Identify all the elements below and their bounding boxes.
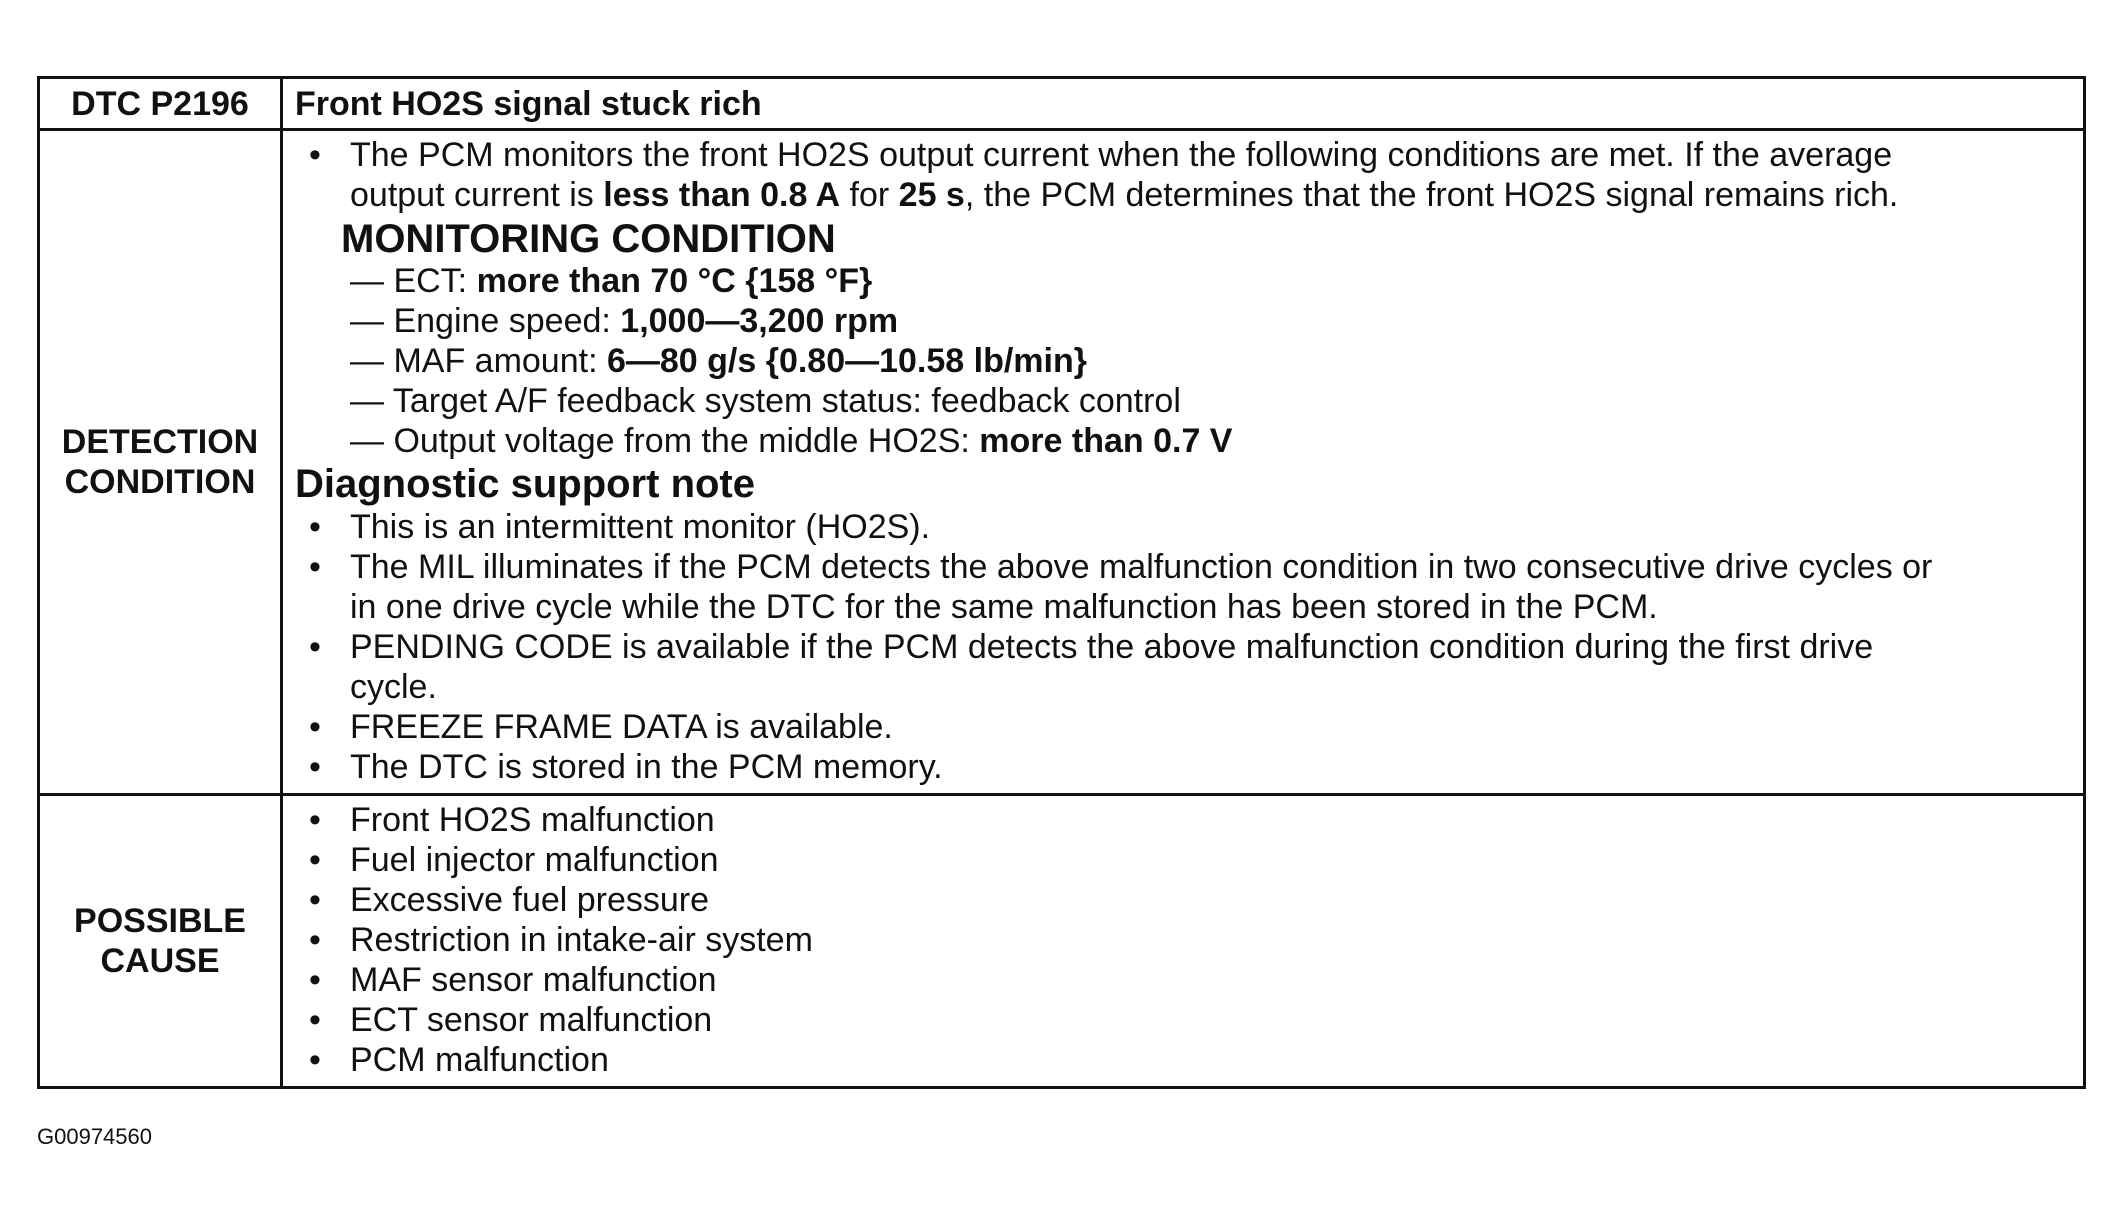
possible-cause-content	[282, 795, 2085, 1088]
time-threshold: 25 s	[898, 176, 965, 214]
condition-label: — ECT:	[350, 262, 477, 300]
support-note-line1: • The DTC is stored in the PCM memory.	[350, 748, 943, 786]
detection-condition-row	[39, 130, 2085, 795]
support-note-line2: in one drive cycle while the DTC for the same malfunction has been stored in the PCM.	[350, 588, 1658, 626]
condition-label: — Target A/F feedback system status: feedback control	[350, 382, 1181, 420]
condition-label: — Engine speed:	[350, 302, 621, 340]
condition-engine-speed	[295, 301, 2071, 341]
dtc-code: DTC P2196	[39, 78, 282, 130]
cause-label-line1: POSSIBLE	[74, 902, 246, 940]
intro-text: , the PCM determines that the front HO2S signal remains rich.	[964, 176, 1899, 214]
dtc-table	[37, 76, 2086, 1089]
cause-item: • Restriction in intake-air system	[295, 920, 2071, 960]
figure-id: G00974560	[37, 1124, 152, 1149]
condition-output-voltage	[295, 421, 2071, 461]
cause-item: • Front HO2S malfunction	[295, 800, 2071, 840]
support-note-line1: • PENDING CODE is available if the PCM detects the above malfunction condition during the first drive	[350, 628, 1874, 666]
cause-item: • Fuel injector malfunction	[295, 840, 2071, 880]
possible-cause-row	[39, 795, 2085, 1088]
support-note-line1: • FREEZE FRAME DATA is available.	[350, 708, 893, 746]
detection-condition-content	[282, 130, 2085, 795]
detection-label-line2: CONDITION	[64, 463, 256, 501]
cause-item: • PCM malfunction	[295, 1040, 2071, 1080]
condition-label: — Output voltage from the middle HO2S:	[350, 422, 980, 460]
intro-text: output current is	[350, 176, 604, 214]
table-header-row	[39, 78, 2085, 130]
detection-condition-label	[39, 130, 282, 795]
condition-target-af	[295, 381, 2071, 421]
possible-cause-label	[39, 795, 282, 1088]
condition-value: more than 0.7 V	[979, 422, 1233, 460]
support-note-item	[295, 507, 2071, 547]
support-note-item	[295, 547, 2071, 627]
cause-item: • MAF sensor malfunction	[295, 960, 2071, 1000]
condition-maf-amount	[295, 341, 2071, 381]
condition-label: — MAF amount:	[350, 342, 607, 380]
support-note-line1: • This is an intermittent monitor (HO2S).	[350, 508, 931, 546]
current-threshold: less than 0.8 A	[603, 176, 841, 214]
detection-intro-line1: • The PCM monitors the front HO2S output current when the following conditions are met. If the average	[350, 136, 1893, 174]
dtc-title: Front HO2S signal stuck rich	[282, 78, 2085, 130]
condition-value: more than 70 °C {158 °F}	[476, 262, 873, 300]
support-note-item	[295, 747, 2071, 787]
condition-value: 6—80 g/s {0.80—10.58 lb/min}	[606, 342, 1087, 380]
detection-intro-item	[295, 135, 2071, 215]
diagnostic-support-heading: Diagnostic support note	[295, 462, 755, 506]
cause-item: • ECT sensor malfunction	[295, 1000, 2071, 1040]
support-note-item	[295, 707, 2071, 747]
detection-label-line1: DETECTION	[61, 423, 259, 461]
condition-value: 1,000—3,200 rpm	[620, 302, 899, 340]
support-note-line1: • The MIL illuminates if the PCM detects the above malfunction condition in two consecutive drive cycles or	[350, 548, 1933, 586]
detection-intro-line2	[350, 175, 2071, 215]
cause-item: • Excessive fuel pressure	[295, 880, 2071, 920]
intro-text: for	[840, 176, 899, 214]
support-note-item	[295, 627, 2071, 707]
cause-label-line2: CAUSE	[100, 942, 220, 980]
monitoring-condition-heading: MONITORING CONDITION	[341, 217, 836, 261]
support-note-line2: cycle.	[350, 668, 437, 706]
condition-ect	[295, 261, 2071, 301]
